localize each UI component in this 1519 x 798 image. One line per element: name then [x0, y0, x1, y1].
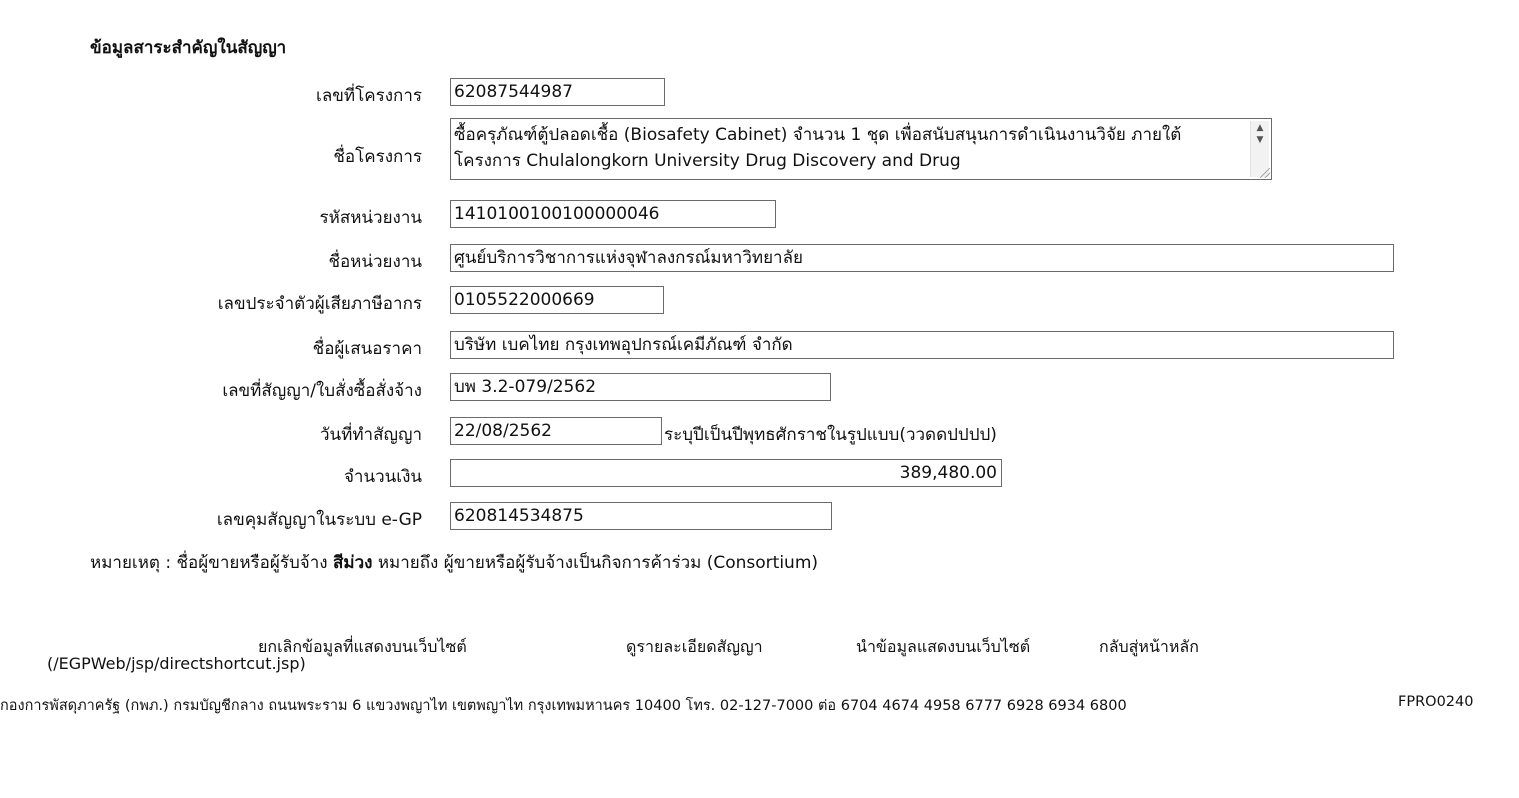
- scroll-up-arrow-icon[interactable]: ▲: [1256, 123, 1264, 133]
- footer-page-code: FPRO0240: [1398, 694, 1474, 710]
- egp-no-field[interactable]: 620814534875: [450, 502, 832, 530]
- tax-id-field[interactable]: 0105522000669: [450, 286, 664, 314]
- contract-date-hint: ระบุปีเป็นปีพุทธศักราชในรูปแบบ(ววดดปปปป): [664, 425, 997, 445]
- note-emphasis: สีม่วง: [333, 553, 373, 573]
- project-name-label: ชื่อโครงการ: [333, 147, 422, 167]
- unit-code-field[interactable]: 1410100100100000046: [450, 200, 776, 228]
- project-no-field[interactable]: 62087544987: [450, 78, 665, 106]
- project-name-textarea[interactable]: [450, 118, 1272, 180]
- project-name-text: ซื้อครุภัณฑ์ตู้ปลอดเชื้อ (Biosafety Cabinet) จำนวน 1 ชุด เพื่อสนับสนุนการดำเนินงานวิจัย ภายใต้โครงการ Chulalongkorn University Drug Discovery and Drug: [454, 125, 1182, 171]
- tax-id-label: เลขประจำตัวผู้เสียภาษีอากร: [217, 294, 422, 314]
- consortium-note: [90, 549, 818, 576]
- page-path: (/EGPWeb/jsp/directshortcut.jsp): [47, 654, 306, 673]
- contract-no-label: เลขที่สัญญา/ใบสั่งซื้อสั่งจ้าง: [222, 381, 422, 401]
- amount-field[interactable]: 389,480.00: [450, 459, 1002, 487]
- unit-name-field[interactable]: ศูนย์บริการวิชาการแห่งจุฬาลงกรณ์มหาวิทยาลัย: [450, 244, 1394, 272]
- egp-no-label: เลขคุมสัญญาในระบบ e-GP: [216, 510, 422, 530]
- scroll-down-arrow-icon[interactable]: ▼: [1256, 135, 1264, 145]
- section-title: ข้อมูลสาระสำคัญในสัญญา: [90, 38, 287, 58]
- footer-address: กองการพัสดุภาครัฐ (กพภ.) กรมบัญชีกลาง ถนนพระราม 6 แขวงพญาไท เขตพญาไท กรุงเทพมหานคร 10400 โทร. 02-127-7000 ต่อ 6704 4674 4958 6777 6928 6934 6800: [0, 698, 1127, 714]
- contract-date-field[interactable]: 22/08/2562: [450, 417, 662, 445]
- cancel-display-link[interactable]: ยกเลิกข้อมูลที่แสดงบนเว็บไซต์: [258, 637, 467, 656]
- note-suffix: หมายถึง ผู้ขายหรือผู้รับจ้างเป็นกิจการค้าร่วม (Consortium): [372, 553, 819, 573]
- amount-label: จำนวนเงิน: [343, 467, 422, 487]
- publish-display-link[interactable]: นำข้อมูลแสดงบนเว็บไซต์: [856, 637, 1031, 656]
- contract-date-label: วันที่ทำสัญญา: [319, 425, 422, 445]
- note-prefix: หมายเหตุ : ชื่อผู้ขายหรือผู้รับจ้าง: [90, 553, 333, 573]
- contract-no-field[interactable]: บพ 3.2-079/2562: [450, 373, 831, 401]
- bidder-name-field[interactable]: บริษัท เบคไทย กรุงเทพอุปกรณ์เคมีภัณฑ์ จำกัด: [450, 331, 1394, 359]
- back-home-link[interactable]: กลับสู่หน้าหลัก: [1099, 637, 1199, 656]
- bidder-name-label: ชื่อผู้เสนอราคา: [312, 339, 422, 359]
- unit-code-label: รหัสหน่วยงาน: [319, 208, 422, 228]
- view-contract-link[interactable]: ดูรายละเอียดสัญญา: [626, 637, 763, 656]
- resize-grip-icon[interactable]: [1260, 168, 1270, 178]
- project-no-label: เลขที่โครงการ: [316, 86, 422, 106]
- unit-name-label: ชื่อหน่วยงาน: [328, 252, 422, 272]
